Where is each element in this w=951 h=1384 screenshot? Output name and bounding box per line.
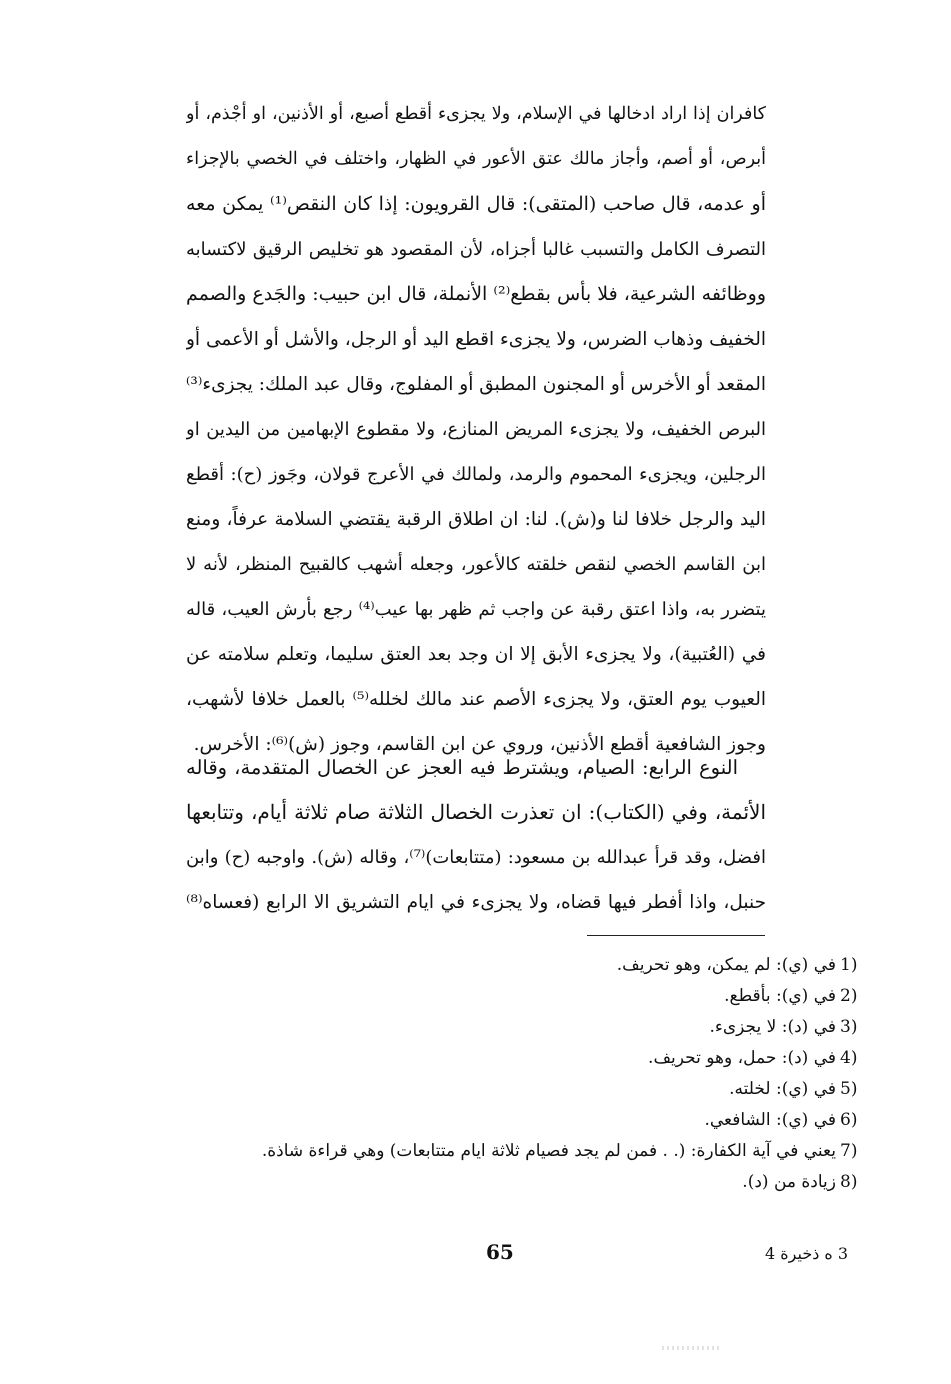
footnotes-list <box>186 950 866 1198</box>
text-line: ووظائفه الشرعية، فلا بأس بقطع⁽²⁾ الأنملة، قال ابن حبيب: والجَدع والصمم <box>186 283 766 305</box>
text-line: أو عدمه، قال صاحب (المتقى): قال القرويون: إذا كان النقص⁽¹⁾ يمكن معه <box>186 193 766 215</box>
footnote-text: في (د): حمل، وهو تحريف. <box>648 1048 836 1068</box>
text-line: كافران إذا اراد ادخالها في الإسلام، ولا يجزىء أقطع أصبع، أو الأذنين، او أجْذم، أو <box>186 104 766 124</box>
text-line: ابن القاسم الخصي لنقص خلقته كالأعور، وجعله أشهب كالقبيح المنظر، لأنه لا <box>186 554 766 575</box>
scan-specks <box>662 1346 722 1350</box>
footnote-number: 4) <box>840 1048 858 1068</box>
main-paragraph-2 <box>186 745 766 925</box>
footnote-item <box>186 1043 866 1074</box>
footnote-text: في (د): لا يجزىء. <box>709 1017 836 1037</box>
text-line: الرجلين، ويجزىء المحموم والرمد، ولمالك في الأعرج قولان، وجَوز (ح): أقطع <box>186 464 766 485</box>
footnote-item <box>186 1012 866 1043</box>
footnote-text: في (ي): الشافعي. <box>704 1110 836 1130</box>
text-line: أبرص، أو أصم، وأجاز مالك عتق الأعور في الظهار، واختلف في الخصي بالإجزاء <box>186 149 766 169</box>
footnote-item <box>186 1136 866 1167</box>
footnote-number: 8) <box>840 1172 858 1192</box>
footnote-number: 5) <box>840 1079 858 1099</box>
text-line: البرص الخفيف، ولا يجزىء المريض المنازع، ولا مقطوع الإبهامين من اليدين او <box>186 419 766 440</box>
footnote-separator <box>587 935 765 936</box>
main-paragraph-1 <box>186 92 766 767</box>
footnote-text: في (ي): لخلته. <box>729 1079 836 1099</box>
footnote-item <box>186 1167 866 1198</box>
footnote-number: 1) <box>840 955 858 975</box>
text-line: اليد والرجل خلافا لنا و(ش). لنا: ان اطلاق الرقبة يقتضي السلامة عرفاً، ومنع <box>186 509 766 530</box>
footnote-number: 2) <box>840 986 858 1006</box>
text-line: يتضرر به، واذا اعتق رقبة عن واجب ثم ظهر بها عيب⁽⁴⁾ رجع بأرش العيب، قاله <box>186 599 766 620</box>
text-line: حنبل، واذا أفطر فيها قضاه، ولا يجزىء في ايام التشريق الا الرابع (فعساه⁽⁸⁾ <box>186 892 766 913</box>
text-line: افضل، وقد قرأ عبدالله بن مسعود: (متتابعات)⁽⁷⁾، وقاله (ش). واوجبه (ح) وابن <box>186 847 766 868</box>
footnote-text: زيادة من (د). <box>742 1172 836 1192</box>
footnote-text: في (ي): بأقطع. <box>724 986 836 1006</box>
text-line: في (العُتبية)، ولا يجزىء الأبق إلا ان وجد بعد العتق سليما، وتعلم سلامته عن <box>186 644 766 665</box>
text-line: الخفيف وذهاب الضرس، ولا يجزىء اقطع اليد أو الرجل، والأشل أو الأعمى أو <box>186 329 766 350</box>
text-line: المقعد أو الأخرس أو المجنون المطبق أو المفلوج، وقال عبد الملك: يجزىء⁽³⁾ <box>186 374 766 395</box>
footnote-text: يعني في آية الكفارة: (. . فمن لم يجد فصيام ثلاثة ايام متتابعات) وهي قراءة شاذة. <box>261 1141 836 1161</box>
footnote-number: 3) <box>840 1017 858 1037</box>
footnote-item <box>186 981 866 1012</box>
page-number: 65 <box>486 1240 514 1264</box>
footnote-number: 7) <box>840 1141 858 1161</box>
text-line: العيوب يوم العتق، ولا يجزىء الأصم عند مالك لخلله⁽⁵⁾ بالعمل خلافا لأشهب، <box>186 689 766 710</box>
footnote-item <box>186 950 866 981</box>
text-line: الأئمة، وفي (الكتاب): ان تعذرت الخصال الثلاثة صام ثلاثة أيام، وتتابعها <box>186 800 766 824</box>
printer-signature-mark: 3 ه ذخيرة 4 <box>765 1244 849 1263</box>
footnote-number: 6) <box>840 1110 858 1130</box>
footnote-item <box>186 1105 866 1136</box>
footnote-item <box>186 1074 866 1105</box>
text-line: التصرف الكامل والتسبب غالبا أجزاه، لأن المقصود هو تخليص الرقيق لاكتسابه <box>186 239 766 260</box>
text-line: النوع الرابع: الصيام، ويشترط فيه العجز عن الخصال المتقدمة، وقاله <box>186 756 738 779</box>
text-line: وجوز الشافعية أقطع الأذنين، وروي عن ابن القاسم، وجوز (ش)⁽⁶⁾: الأخرس. <box>193 734 766 755</box>
footnote-text: في (ي): لم يمكن، وهو تحريف. <box>616 955 836 975</box>
